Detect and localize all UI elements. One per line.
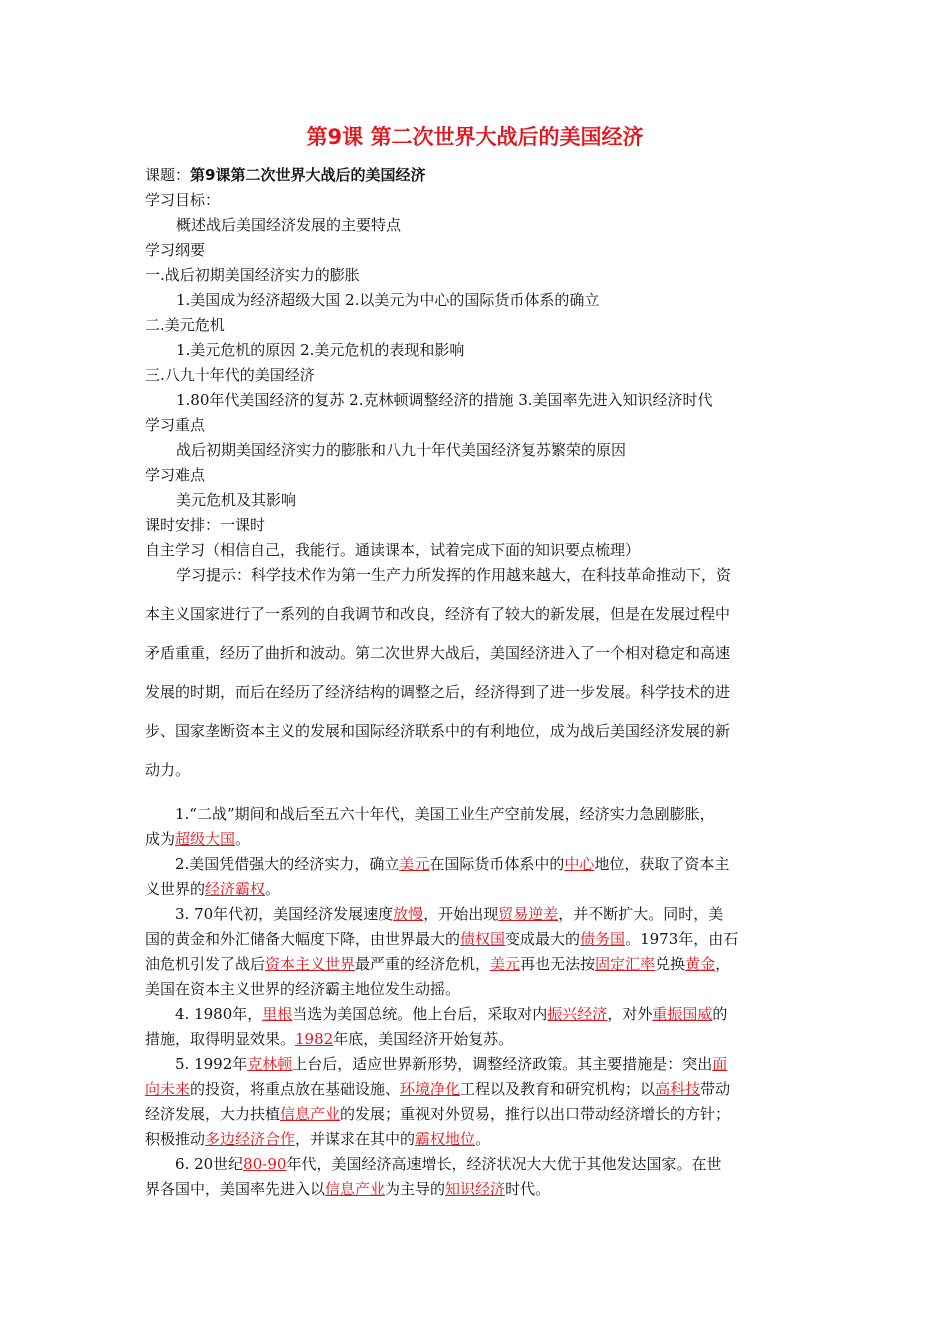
topic-line [145, 165, 425, 185]
answer-blank: 放慢 [393, 905, 424, 923]
answer-blank: 面 [712, 1055, 728, 1073]
q-text: ，并不断扩大。同时，美 [558, 905, 724, 923]
q-text: 年代，美国经济高速增长，经济状况大大优于其他发达国家。在世 [286, 1155, 722, 1173]
class-hours: 课时安排：一课时 [145, 516, 266, 534]
answer-blank: 超级大国 [175, 830, 236, 848]
q-text: 1.“二战”期间和战后至五六十年代，美国工业生产空前发展，经济实力急剧膨胀， [145, 805, 715, 823]
q-text: 在国际货币体系中的 [429, 855, 565, 873]
answer-blank: 里根 [262, 1005, 293, 1023]
question-1 [145, 802, 810, 852]
answer-blank: 环境净化 [400, 1080, 461, 1098]
q-text: ，对外 [607, 1005, 653, 1023]
q-text: 成为 [145, 830, 176, 848]
section-3-items: 1.80年代美国经济的复苏 2.克林顿调整经济的措施 3.美国率先进入知识经济时代 [176, 391, 713, 409]
q-text: ， [715, 955, 731, 973]
answer-blank: 振兴经济 [547, 1005, 608, 1023]
answer-blank: 美元 [399, 855, 430, 873]
answer-blank: 债务国 [580, 930, 626, 948]
q-text: 2.美国凭借强大的经济实力，确立 [145, 855, 400, 873]
q-text: 的 [712, 1005, 728, 1023]
q-text: 措施，取得明显效果。 [145, 1030, 296, 1048]
answer-blank: 中心 [564, 855, 595, 873]
answer-blank: 向未来 [145, 1080, 191, 1098]
q-text: 积极推动 [145, 1130, 206, 1148]
question-6 [145, 1152, 810, 1202]
tip-line: 矛盾重重，经历了曲折和波动。第二次世界大战后，美国经济进入了一个相对稳定和高速 [145, 644, 731, 662]
q-text: 美国在资本主义世界的经济霸主地位发生动摇。 [145, 980, 461, 998]
q-text: 4. 1980年， [145, 1005, 263, 1023]
section-3: 三.八九十年代的美国经济 [145, 366, 315, 384]
answer-blank: 黄金 [685, 955, 716, 973]
tip-line: 动力。 [145, 761, 191, 779]
answer-blank: 知识经济 [445, 1180, 506, 1198]
answer-blank: 多边经济合作 [205, 1130, 296, 1148]
question-4 [145, 1002, 810, 1052]
q-text: ，开始出现 [423, 905, 499, 923]
topic-label: 课题： [145, 166, 191, 184]
answer-blank: 1982 [295, 1030, 334, 1048]
q-text: 5. 1992年 [145, 1055, 248, 1073]
outline-label: 学习纲要 [145, 241, 206, 259]
question-3 [145, 902, 810, 1002]
q-text: 。 [265, 880, 281, 898]
answer-blank: 80 [243, 1155, 263, 1173]
section-1: 一.战后初期美国经济实力的膨胀 [145, 266, 360, 284]
answer-blank: 贸易逆差 [498, 905, 559, 923]
q-text: ，并谋求在其中的 [295, 1130, 416, 1148]
q-text: 兑换 [655, 955, 686, 973]
q-text: 为主导的 [385, 1180, 446, 1198]
difficulty-label: 学习难点 [145, 466, 206, 484]
tip-line: 发展的时期，而后在经历了经济结构的调整之后，经济得到了进一步发展。科学技术的进 [145, 683, 731, 701]
q-text: 再也无法按 [520, 955, 596, 973]
answer-blank: 债权国 [460, 930, 506, 948]
answer-blank: 克林顿 [247, 1055, 293, 1073]
question-2 [145, 852, 810, 902]
tip-line: 本主义国家进行了一系列的自我调节和改良，经济有了较大的新发展，但是在发展过程中 [145, 605, 731, 623]
key-text: 战后初期美国经济实力的膨胀和八九十年代美国经济复苏繁荣的原因 [176, 441, 627, 459]
answer-blank: 经济霸权 [205, 880, 266, 898]
question-5 [145, 1052, 810, 1152]
answer-dash: - [262, 1155, 268, 1173]
q-text: 3. 70年代初，美国经济发展速度 [145, 905, 394, 923]
goals-text: 概述战后美国经济发展的主要特点 [176, 216, 402, 234]
q-text: 带动 [700, 1080, 731, 1098]
q-text: 当选为美国总统。他上台后，采取对内 [292, 1005, 548, 1023]
self-study: 自主学习（相信自己，我能行。通读课本，试着完成下面的知识要点梳理） [145, 541, 641, 559]
section-2-items: 1.美元危机的原因 2.美元危机的表现和影响 [176, 341, 465, 359]
q-text: 。 [475, 1130, 491, 1148]
answer-blank: 信息产业 [325, 1180, 386, 1198]
topic-value: 第9课第二次世界大战后的美国经济 [190, 166, 426, 184]
key-label: 学习重点 [145, 416, 206, 434]
answer-blank: 重振国威 [652, 1005, 713, 1023]
answer-blank: 资本主义世界 [265, 955, 356, 973]
section-1-items: 1.美国成为经济超级大国 2.以美元为中心的国际货币体系的确立 [176, 291, 600, 309]
q-text: 时代。 [505, 1180, 551, 1198]
q-text: 的发展；重视对外贸易，推行以出口带动经济增长的方针； [340, 1105, 731, 1123]
q-text: 工程以及教育和研究机构；以 [460, 1080, 656, 1098]
difficulty-text: 美元危机及其影响 [176, 491, 297, 509]
section-2: 二.美元危机 [145, 316, 225, 334]
answer-blank: 固定汇率 [595, 955, 656, 973]
goals-label: 学习目标： [145, 191, 221, 209]
q-text: 油危机引发了战后 [145, 955, 266, 973]
page-title: 第9课 第二次世界大战后的美国经济 [306, 125, 644, 149]
answer-blank: 美元 [490, 955, 521, 973]
answer-blank: 信息产业 [280, 1105, 341, 1123]
q-text: 国的黄金和外汇储备大幅度下降，由世界最大的 [145, 930, 461, 948]
answer-blank: 90 [267, 1155, 287, 1173]
tip-line: 步、国家垄断资本主义的发展和国际经济联系中的有利地位，成为战后美国经济发展的新 [145, 722, 731, 740]
q-text: 界各国中，美国率先进入以 [145, 1180, 326, 1198]
q-text: 6. 20世纪 [145, 1155, 244, 1173]
answer-blank: 霸权地位 [415, 1130, 476, 1148]
q-text: 经济发展，大力扶植 [145, 1105, 281, 1123]
q-text: 上台后，适应世界新形势，调整经济政策。其主要措施是：突出 [292, 1055, 713, 1073]
q-text: 。 [235, 830, 251, 848]
q-text: 最严重的经济危机， [355, 955, 491, 973]
q-text: 义世界的 [145, 880, 206, 898]
q-text: 的投资，将重点放在基础设施、 [190, 1080, 401, 1098]
q-text: 年底，美国经济开始复苏。 [333, 1030, 514, 1048]
answer-blank: 高科技 [655, 1080, 701, 1098]
tip-line: 学习提示：科学技术作为第一生产力所发挥的作用越来越大，在科技革命推动下，资 [176, 566, 732, 584]
q-text: 。1973年，由石 [625, 930, 739, 948]
q-text: 地位，获取了资本主 [594, 855, 730, 873]
q-text: 变成最大的 [505, 930, 581, 948]
